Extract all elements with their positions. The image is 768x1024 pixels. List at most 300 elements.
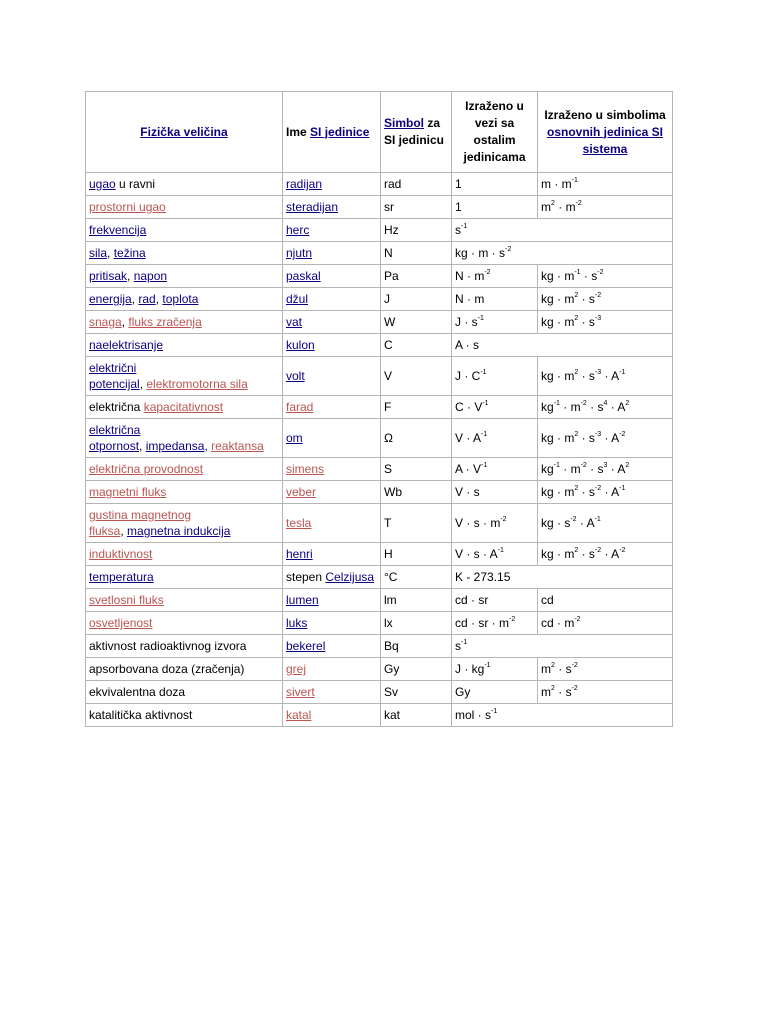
cell-text: · s [578,369,595,383]
cell-text: · A [601,547,620,561]
cell-text: V · s [455,485,480,499]
exponent: -1 [482,400,489,407]
exponent: -2 [570,516,577,523]
physical-quantity-cell [86,681,283,704]
unit-name-cell [283,419,381,458]
physical-quantity-cell [86,612,283,635]
table-row [86,311,673,334]
exponent: -2 [505,246,512,253]
wiki-link[interactable]: težina [113,246,146,260]
symbol-cell: Pa [381,265,452,288]
other-units-cell [452,704,673,727]
cell-text: · s [578,485,595,499]
exponent: -2 [597,269,604,276]
cell-text: kg [541,400,554,414]
wiki-link[interactable]: elektromotorna sila [146,377,248,391]
cell-text: · A [601,431,620,445]
wiki-link[interactable]: magnetni fluks [89,485,167,499]
symbol-cell: lx [381,612,452,635]
cell-text: , [131,292,139,306]
physical-quantity-cell [86,396,283,419]
cell-text: cd · sr [455,593,489,607]
table-row [86,242,673,265]
wiki-link[interactable]: om [286,431,303,445]
table-row [86,635,673,658]
header-row [86,92,673,173]
symbol-cell: kat [381,704,452,727]
exponent: -2 [580,400,587,407]
cell-text: Gy [455,685,471,699]
physical-quantity-cell [86,311,283,334]
exponent: -2 [594,485,602,492]
exponent: -1 [480,369,487,376]
exponent: 2 [551,662,555,669]
cell-text: · s [578,431,595,445]
cell-text: 1 [455,177,462,191]
symbol-cell: C [381,334,452,357]
table-row [86,566,673,589]
exponent: -1 [481,462,488,469]
exponent: 2 [574,431,579,438]
wiki-link[interactable]: električna provodnost [89,462,204,476]
cell-text: N · m [455,292,485,306]
table-row [86,334,673,357]
physical-quantity-cell [86,173,283,196]
symbol-cell: W [381,311,452,334]
wiki-link[interactable]: radijan [286,177,323,191]
other-units-cell [452,219,673,242]
cell-text: kg · s [541,516,571,530]
wiki-link[interactable]: temperatura [89,570,154,584]
exponent: -1 [481,431,488,438]
cell-text: cd · m [541,616,575,630]
unit-name-cell [283,589,381,612]
cell-text: , [127,269,134,283]
table-row [86,173,673,196]
wiki-link[interactable]: snaga [89,315,122,329]
other-units-cell [452,566,673,589]
exponent: -2 [594,292,602,299]
base-units-cell [538,311,673,334]
symbol-cell: S [381,458,452,481]
physical-quantity-cell [86,481,283,504]
cell-text: Izraženo u simbolima [544,107,666,122]
symbol-cell: Sv [381,681,452,704]
unit-name-cell [283,543,381,566]
symbol-cell: J [381,288,452,311]
wiki-link[interactable]: osvetljenost [89,616,153,630]
physical-quantity-cell [86,566,283,589]
header-other-units [452,92,538,173]
wiki-link[interactable]: tesla [286,516,312,530]
wiki-link[interactable]: gustina magnetnog [89,508,192,522]
wiki-link[interactable]: pritisak [89,269,128,283]
exponent: -1 [477,315,484,322]
exponent: -1 [461,223,468,230]
cell-text: , [107,246,114,260]
wiki-link[interactable]: induktivnost [89,547,153,561]
wiki-link[interactable]: katal [286,708,312,722]
cell-text: · s [578,547,595,561]
other-units-cell [452,242,673,265]
cell-text: · A [601,485,620,499]
cell-text: · A [601,369,620,383]
wiki-link[interactable]: farad [286,400,314,414]
exponent: 2 [574,547,579,554]
unit-name-cell [283,196,381,219]
exponent: -2 [484,269,491,276]
base-units-cell [538,419,673,458]
header-base-units [538,92,673,173]
unit-name-cell [283,334,381,357]
base-units-cell [538,504,673,543]
physical-quantity-cell [86,242,283,265]
cell-text: · s [586,400,604,414]
unit-name-cell [283,658,381,681]
exponent: -1 [497,547,504,554]
cell-text: , [204,439,212,453]
table-row [86,419,673,458]
wiki-link[interactable]: sila [89,246,108,260]
symbol-cell: °C [381,566,452,589]
exponent: -1 [619,485,626,492]
table-body [86,173,673,727]
symbol-cell: rad [381,173,452,196]
physical-quantity-cell [86,334,283,357]
unit-name-cell [283,288,381,311]
exponent: -2 [619,547,626,554]
wiki-link[interactable]: bekerel [286,639,326,653]
wiki-link[interactable]: osnovnih jedinica SI sistema [546,124,664,156]
cell-text: · A [607,400,626,414]
wiki-link[interactable]: sivert [286,685,315,699]
wiki-link[interactable]: naelektrisanje [89,338,164,352]
unit-name-cell [283,173,381,196]
cell-text: u ravni [115,177,156,191]
wiki-link[interactable]: veber [286,485,317,499]
base-units-cell [538,265,673,288]
wiki-link[interactable]: Celzijusa [325,570,375,584]
exponent: -1 [571,177,578,184]
exponent: 2 [625,462,630,469]
cell-text: m [541,685,551,699]
cell-text: za SI jedinicu [384,116,445,147]
wiki-link[interactable]: simens [286,462,325,476]
other-units-cell [452,481,538,504]
other-units-cell [452,288,538,311]
symbol-cell: Hz [381,219,452,242]
physical-quantity-cell [86,589,283,612]
unit-name-cell [283,612,381,635]
wiki-link[interactable]: kapacitativnost [143,400,224,414]
exponent: -2 [619,431,626,438]
cell-text: V · A [455,431,482,445]
base-units-cell [538,658,673,681]
header-si-unit-name [283,92,381,173]
exponent: 2 [551,685,555,692]
exponent: -1 [619,369,626,376]
cell-text: katalitička aktivnost [89,708,193,722]
wiki-link[interactable]: fluks zračenja [128,315,202,329]
cell-text: , [139,377,147,391]
cell-text: 1 [455,200,462,214]
unit-name-cell [283,504,381,543]
table-row [86,196,673,219]
wiki-link[interactable]: svetlosni fluks [89,593,164,607]
exponent: 2 [574,292,579,299]
exponent: -1 [461,639,468,646]
cell-text: K - 273.15 [455,570,511,584]
unit-name-cell [283,265,381,288]
header-si-symbol [381,92,452,173]
cell-text: ekvivalentna doza [89,685,186,699]
table-row [86,589,673,612]
exponent: -2 [509,616,516,623]
unit-name-cell [283,458,381,481]
physical-quantity-cell [86,265,283,288]
physical-quantity-cell [86,419,283,458]
exponent: -2 [574,616,581,623]
wiki-link[interactable]: kulon [286,338,315,352]
cell-text: , [120,524,128,538]
wiki-link[interactable]: vat [286,315,303,329]
table-row [86,458,673,481]
cell-text: aktivnost radioaktivnog izvora [89,639,247,653]
exponent: -1 [491,708,498,715]
cell-text: , [155,292,163,306]
wiki-link[interactable]: Simbol [384,116,425,130]
unit-name-cell [283,481,381,504]
other-units-cell [452,543,538,566]
wiki-link[interactable]: energija [89,292,132,306]
base-units-cell [538,173,673,196]
wiki-link[interactable]: grej [286,662,307,676]
si-units-table [85,91,673,727]
cell-text: električna [89,400,144,414]
symbol-cell: Gy [381,658,452,681]
other-units-cell [452,612,538,635]
table-row [86,612,673,635]
cell-text: stepen [286,570,326,584]
cell-text: s [455,223,461,237]
symbol-cell: lm [381,589,452,612]
exponent: -3 [594,315,602,322]
exponent: -2 [571,662,578,669]
cell-text: · s [586,462,604,476]
cell-text: m [541,200,551,214]
exponent: -2 [500,516,507,523]
unit-name-cell [283,242,381,265]
wiki-link[interactable]: magnetna indukcija [127,524,231,538]
unit-name-cell [283,357,381,396]
cell-text: kg [541,462,554,476]
cell-text: · m [554,200,576,214]
exponent: 2 [625,400,630,407]
other-units-cell [452,635,673,658]
physical-quantity-cell [86,658,283,681]
other-units-cell [452,311,538,334]
cell-text: · s [554,685,572,699]
cell-text: m · m [541,177,572,191]
cell-text: · s [578,292,595,306]
table-row [86,681,673,704]
other-units-cell [452,357,538,396]
wiki-link[interactable]: napon [133,269,168,283]
wiki-link[interactable]: fluksa [89,524,121,538]
wiki-link[interactable]: henri [286,547,313,561]
exponent: 2 [574,485,579,492]
cell-text: m [541,662,551,676]
symbol-cell: H [381,543,452,566]
physical-quantity-cell [86,704,283,727]
table-row [86,543,673,566]
unit-name-cell [283,219,381,242]
wiki-link[interactable]: potencijal [89,377,140,391]
other-units-cell [452,589,538,612]
cell-text: V · s · m [455,516,501,530]
wiki-link[interactable]: lumen [286,593,319,607]
unit-name-cell [283,396,381,419]
exponent: -2 [571,685,578,692]
base-units-cell [538,396,673,419]
cell-text: mol · s [455,708,491,722]
wiki-link[interactable]: herc [286,223,310,237]
wiki-link[interactable]: električni [89,361,137,375]
wiki-link[interactable]: SI jedinice [310,124,370,139]
exponent: -1 [553,400,560,407]
wiki-link[interactable]: volt [286,369,305,383]
exponent: 3 [603,462,608,469]
other-units-cell [452,173,538,196]
exponent: -3 [594,369,602,376]
exponent: 2 [574,315,579,322]
table-row [86,704,673,727]
other-units-cell [452,396,538,419]
wiki-link[interactable]: Fizička veličina [140,124,228,139]
cell-text: J · kg [455,662,485,676]
wiki-link[interactable]: luks [286,616,308,630]
cell-text: · m [559,400,581,414]
exponent: 2 [551,200,555,207]
wiki-link[interactable]: otpornost [89,439,140,453]
cell-text: · s [578,315,595,329]
cell-text: · s [554,662,572,676]
wiki-link[interactable]: impedansa [145,439,205,453]
cell-text: kg · m [541,315,575,329]
other-units-cell [452,658,538,681]
cell-text: kg · m [541,269,575,283]
exponent: -2 [594,547,602,554]
base-units-cell [538,543,673,566]
exponent: -1 [594,516,601,523]
wiki-link[interactable]: paskal [286,269,321,283]
exponent: 4 [603,400,608,407]
wiki-link[interactable]: džul [286,292,309,306]
header-physical-quantity [86,92,283,173]
other-units-cell [452,265,538,288]
physical-quantity-cell [86,357,283,396]
table-row [86,288,673,311]
symbol-cell: N [381,242,452,265]
cell-text: kg · m [541,431,575,445]
symbol-cell: Wb [381,481,452,504]
table-row [86,504,673,543]
base-units-cell [538,196,673,219]
physical-quantity-cell [86,543,283,566]
unit-name-cell [283,635,381,658]
physical-quantity-cell [86,219,283,242]
wiki-link[interactable]: rad [138,292,156,306]
other-units-cell [452,334,673,357]
wiki-link[interactable]: ugao [89,177,116,191]
wiki-link[interactable]: električna [89,423,141,437]
cell-text: · m [559,462,581,476]
symbol-cell: Bq [381,635,452,658]
wiki-link[interactable]: toplota [162,292,199,306]
wiki-link[interactable]: njutn [286,246,313,260]
other-units-cell [452,681,538,704]
symbol-cell: Ω [381,419,452,458]
other-units-cell [452,196,538,219]
exponent: 2 [574,369,579,376]
wiki-link[interactable]: steradijan [286,200,339,214]
table-row [86,658,673,681]
cell-text: , [121,315,129,329]
wiki-link[interactable]: prostorni ugao [89,200,166,214]
base-units-cell [538,612,673,635]
symbol-cell: T [381,504,452,543]
cell-text: · s [580,269,598,283]
exponent: -1 [553,462,560,469]
cell-text: s [455,639,461,653]
other-units-cell [452,419,538,458]
other-units-cell [452,504,538,543]
table-row [86,265,673,288]
table-row [86,219,673,242]
cell-text: · A [607,462,626,476]
cell-text: kg · m [541,485,575,499]
cell-text: J · C [455,369,481,383]
cell-text: , [139,439,146,453]
cell-text: · A [576,516,595,530]
base-units-cell [538,357,673,396]
cell-text: apsorbovana doza (zračenja) [89,662,245,676]
unit-name-cell [283,681,381,704]
cell-text: A · s [455,338,480,352]
cell-text: Izraženo u vezi sa ostalim jedinicama [463,99,526,164]
cell-text: cd [541,593,554,607]
cell-text: J · s [455,315,478,329]
cell-text: N · m [455,269,485,283]
exponent: -1 [574,269,581,276]
exponent: -2 [580,462,587,469]
physical-quantity-cell [86,288,283,311]
exponent: -1 [484,662,491,669]
exponent: -2 [575,200,582,207]
wiki-link[interactable]: reaktansa [211,439,264,453]
base-units-cell [538,458,673,481]
base-units-cell [538,589,673,612]
symbol-cell: F [381,396,452,419]
cell-text: C · V [455,400,483,414]
wiki-link[interactable]: frekvencija [89,223,147,237]
unit-name-cell [283,704,381,727]
cell-text: Ime [286,124,311,139]
unit-name-cell [283,311,381,334]
cell-text: kg · m [541,547,575,561]
cell-text: kg · m [541,369,575,383]
base-units-cell [538,288,673,311]
